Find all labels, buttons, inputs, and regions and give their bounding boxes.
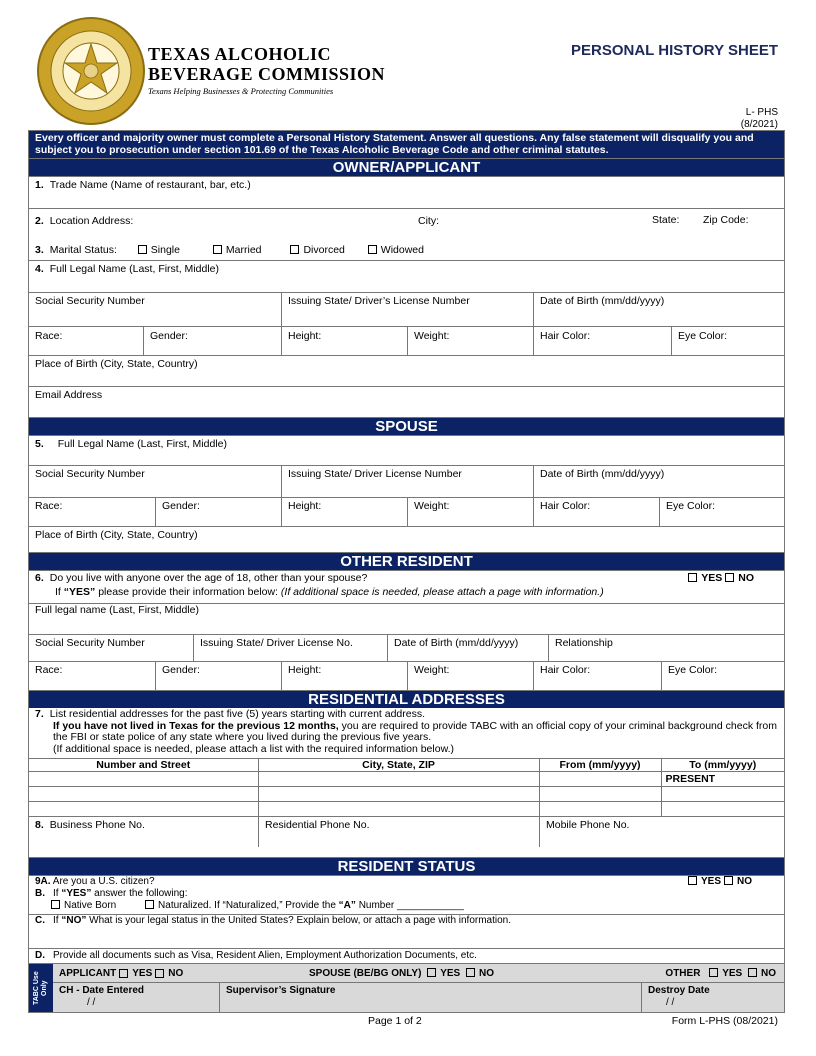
address-city-cell[interactable] bbox=[258, 787, 539, 802]
marital-widowed-label: Widowed bbox=[380, 244, 424, 256]
number-label: Number bbox=[358, 900, 395, 911]
naturalized-checkbox[interactable] bbox=[145, 900, 154, 909]
spouse-weight-label: Weight: bbox=[414, 500, 450, 512]
tabc-destroy-label: Destroy Date bbox=[648, 985, 710, 996]
address-city-cell[interactable] bbox=[258, 802, 539, 817]
q9b-number: B. bbox=[35, 888, 45, 899]
marital-divorced-label: Divorced bbox=[303, 244, 345, 256]
marital-married-checkbox[interactable] bbox=[213, 245, 222, 254]
residential-phone-label: Residential Phone No. bbox=[265, 819, 370, 831]
location-address-field[interactable] bbox=[29, 209, 784, 241]
other-dl-label: Issuing State/ Driver License No. bbox=[200, 637, 353, 649]
q9a-no-label: NO bbox=[737, 876, 752, 887]
q9a-row bbox=[29, 876, 784, 888]
owner-pob-label: Place of Birth (City, State, Country) bbox=[35, 358, 198, 370]
section-owner-applicant: OWNER/APPLICANT bbox=[29, 158, 784, 176]
tabc-ch-date-field[interactable] bbox=[53, 983, 220, 1012]
form-id bbox=[741, 107, 778, 131]
owner-full-name-field[interactable] bbox=[29, 261, 784, 292]
owner-race-field[interactable] bbox=[29, 327, 143, 355]
naturalized-label: Naturalized. bbox=[158, 900, 212, 911]
tabc-use-only bbox=[29, 963, 784, 1012]
tabc-ch-date-slashes: / / bbox=[87, 997, 96, 1008]
tabc-spouse-yes: YES bbox=[440, 967, 461, 979]
state-label: State: bbox=[652, 214, 680, 226]
q6-if-yes: “YES” bbox=[63, 586, 96, 598]
other-full-name-field[interactable] bbox=[29, 604, 784, 634]
col-from: From (mm/yyyy) bbox=[539, 759, 661, 772]
spouse-pob-field[interactable] bbox=[29, 527, 784, 552]
section-spouse: SPOUSE bbox=[29, 417, 784, 435]
q7-instructions bbox=[29, 708, 784, 758]
spouse-dl-label: Issuing State/ Driver License Number bbox=[288, 468, 462, 480]
q7-bold: If you have not lived in Texas for the previous 12 months, bbox=[53, 719, 339, 732]
q7-line3: (If additional space is needed, please attach a list with the required information below.) bbox=[53, 742, 454, 755]
owner-email-field[interactable] bbox=[29, 387, 784, 417]
owner-dob-label: Date of Birth (mm/dd/yyyy) bbox=[540, 295, 665, 307]
other-weight-label: Weight: bbox=[414, 664, 450, 676]
form-code: L- PHS bbox=[745, 107, 778, 118]
address-table-header bbox=[29, 759, 784, 772]
q9b-yes: “YES” bbox=[61, 888, 92, 899]
q9a-yes-no bbox=[685, 876, 752, 887]
owner-email-label: Email Address bbox=[35, 389, 103, 401]
address-from-cell[interactable] bbox=[539, 772, 661, 787]
q9a-no-checkbox[interactable] bbox=[724, 876, 733, 885]
other-hair-label: Hair Color: bbox=[540, 664, 591, 676]
tabc-other-yes: YES bbox=[722, 967, 743, 979]
table-row bbox=[29, 802, 784, 817]
q9b-text: answer the following: bbox=[94, 888, 188, 899]
agency-line-1: TEXAS ALCOHOLIC bbox=[148, 44, 332, 64]
marital-divorced-checkbox[interactable] bbox=[290, 245, 299, 254]
tabc-destroy-slashes: / / bbox=[666, 997, 675, 1008]
spouse-dob-field[interactable] bbox=[533, 466, 784, 497]
q9c-text: What is your legal status in the United States? Explain below, or attach a page with information. bbox=[89, 915, 512, 926]
owner-hair-label: Hair Color: bbox=[540, 330, 591, 342]
q9d-text: Provide all documents such as Visa, Resident Alien, Employment Authorization Documents, etc. bbox=[53, 950, 477, 961]
q9c-if: If bbox=[53, 915, 59, 926]
address-city-cell[interactable] bbox=[258, 772, 539, 787]
trade-name-label: Trade Name (Name of restaurant, bar, etc.) bbox=[49, 179, 251, 191]
trade-name-field[interactable] bbox=[29, 177, 784, 208]
marital-married-label: Married bbox=[225, 244, 262, 256]
footer-form-id: Form L-PHS (08/2021) bbox=[671, 1015, 778, 1027]
tabc-spouse-no-checkbox[interactable] bbox=[466, 968, 475, 977]
city-label: City: bbox=[418, 215, 439, 227]
q6-no-label: NO bbox=[738, 572, 754, 584]
owner-height-field[interactable] bbox=[281, 327, 407, 355]
address-to-cell[interactable] bbox=[661, 802, 784, 817]
section-residential-addresses: RESIDENTIAL ADDRESSES bbox=[29, 690, 784, 708]
other-ssn-field[interactable] bbox=[29, 635, 193, 661]
spouse-weight-field[interactable] bbox=[407, 498, 533, 526]
tabc-applicant-no: NO bbox=[168, 967, 184, 979]
tabc-supervisor-field[interactable] bbox=[220, 983, 642, 1012]
q9c-row[interactable] bbox=[29, 915, 517, 948]
q6-yes-checkbox[interactable] bbox=[688, 573, 697, 582]
spouse-height-field[interactable] bbox=[281, 498, 407, 526]
owner-hair-field[interactable] bbox=[533, 327, 671, 355]
address-street-cell[interactable] bbox=[29, 802, 258, 817]
owner-gender-field[interactable] bbox=[143, 327, 281, 355]
q6-no-checkbox[interactable] bbox=[725, 573, 734, 582]
q9a-yes-label: YES bbox=[700, 876, 721, 887]
other-hair-field[interactable] bbox=[533, 662, 661, 690]
owner-ssn-field[interactable] bbox=[29, 293, 281, 326]
owner-eye-label: Eye Color: bbox=[678, 330, 728, 342]
tabc-spouse-group bbox=[309, 968, 494, 979]
marital-widowed-checkbox[interactable] bbox=[368, 245, 377, 254]
other-eye-label: Eye Color: bbox=[668, 664, 718, 676]
tabc-seal-logo bbox=[36, 16, 146, 126]
a-number-blank[interactable]: ____________ bbox=[397, 900, 464, 911]
q9a-label: Are you a U.S. citizen? bbox=[52, 876, 155, 887]
tabc-side-label: TABC Use Only bbox=[29, 964, 53, 1012]
q6-number: 6. bbox=[35, 572, 44, 584]
q4-number: 4. bbox=[35, 263, 44, 275]
q6-yes-label: YES bbox=[701, 572, 723, 584]
other-relationship-field[interactable] bbox=[548, 635, 784, 661]
tabc-other-no: NO bbox=[761, 967, 776, 979]
other-eye-field[interactable] bbox=[661, 662, 784, 690]
form-date: (8/2021) bbox=[740, 119, 778, 130]
owner-weight-field[interactable] bbox=[407, 327, 533, 355]
q5-number: 5. bbox=[35, 438, 44, 450]
col-city: City, State, ZIP bbox=[258, 759, 539, 772]
spouse-dob-label: Date of Birth (mm/dd/yyyy) bbox=[540, 468, 665, 480]
tabc-checkrow bbox=[53, 964, 784, 983]
q9a-number: 9A. bbox=[35, 876, 51, 887]
marital-single-checkbox[interactable] bbox=[138, 245, 147, 254]
q9d-number: D. bbox=[35, 950, 45, 961]
residential-phone-field[interactable] bbox=[258, 817, 539, 847]
agency-name bbox=[148, 44, 385, 96]
owner-full-name-label: Full Legal Name (Last, First, Middle) bbox=[49, 263, 219, 275]
location-address-label: Location Address: bbox=[49, 215, 134, 227]
q9b-if: If bbox=[53, 888, 59, 899]
q9c-no: “NO” bbox=[61, 915, 87, 926]
address-to-cell[interactable] bbox=[661, 787, 784, 802]
agency-line-2: BEVERAGE COMMISSION bbox=[148, 64, 386, 84]
marital-single-label: Single bbox=[150, 244, 180, 256]
owner-height-label: Height: bbox=[288, 330, 322, 342]
owner-gender-label: Gender: bbox=[150, 330, 188, 342]
spouse-pob-label: Place of Birth (City, State, Country) bbox=[35, 529, 198, 541]
spouse-dl-field[interactable] bbox=[281, 466, 533, 497]
spouse-ssn-label: Social Security Number bbox=[35, 468, 145, 480]
q6-label: Do you live with anyone over the age of 18, other than your spouse? bbox=[49, 572, 368, 584]
page-title: PERSONAL HISTORY SHEET bbox=[571, 42, 778, 59]
q6-if: If bbox=[55, 586, 61, 598]
q1-number: 1. bbox=[35, 179, 44, 191]
other-ssn-label: Social Security Number bbox=[35, 637, 145, 649]
spouse-race-label: Race: bbox=[35, 500, 63, 512]
spouse-gender-field[interactable] bbox=[155, 498, 281, 526]
other-dob-label: Date of Birth (mm/dd/yyyy) bbox=[394, 637, 519, 649]
spouse-full-name-label: Full Legal Name (Last, First, Middle) bbox=[57, 438, 227, 450]
q6-yes-no bbox=[685, 572, 754, 584]
address-from-cell[interactable] bbox=[539, 787, 661, 802]
col-street: Number and Street bbox=[29, 759, 258, 772]
other-relationship-label: Relationship bbox=[555, 637, 613, 649]
spouse-eye-label: Eye Color: bbox=[666, 500, 716, 512]
other-full-name-label: Full legal name (Last, First, Middle) bbox=[35, 604, 199, 616]
a-number-label: “A” bbox=[338, 900, 356, 911]
spouse-full-name-field[interactable] bbox=[29, 436, 784, 465]
section-resident-status: RESIDENT STATUS bbox=[29, 857, 784, 875]
q6-instructions bbox=[29, 585, 784, 598]
q9c-number: C. bbox=[35, 915, 45, 926]
col-to: To (mm/yyyy) bbox=[661, 759, 784, 772]
mobile-phone-label: Mobile Phone No. bbox=[546, 819, 630, 831]
page-number: Page 1 of 2 bbox=[368, 1015, 422, 1027]
tabc-applicant-label: APPLICANT bbox=[59, 967, 117, 979]
q3-number: 3. bbox=[35, 244, 44, 256]
q9b-options bbox=[29, 899, 784, 911]
native-born-checkbox[interactable] bbox=[51, 900, 60, 909]
tabc-other-group bbox=[665, 968, 776, 979]
tabc-other-no-checkbox[interactable] bbox=[748, 968, 757, 977]
table-row bbox=[29, 772, 784, 787]
q6-if-note: (If additional space is needed, please attach a page with information.) bbox=[280, 586, 604, 598]
other-dl-field[interactable] bbox=[193, 635, 387, 661]
owner-dl-label: Issuing State/ Driver’s License Number bbox=[288, 295, 470, 307]
owner-race-label: Race: bbox=[35, 330, 63, 342]
marital-status-row bbox=[29, 241, 784, 260]
address-table bbox=[29, 758, 784, 817]
table-row bbox=[29, 787, 784, 802]
marital-status-label: Marital Status: bbox=[49, 244, 117, 256]
address-to-present: PRESENT bbox=[661, 772, 784, 787]
tabc-applicant-yes: YES bbox=[132, 967, 153, 979]
owner-weight-label: Weight: bbox=[414, 330, 450, 342]
owner-eye-field[interactable] bbox=[671, 327, 784, 355]
spouse-gender-label: Gender: bbox=[162, 500, 200, 512]
q7-number: 7. bbox=[35, 708, 44, 720]
tabc-applicant-no-checkbox[interactable] bbox=[155, 969, 164, 978]
tabc-other-label: OTHER bbox=[665, 967, 701, 979]
other-race-label: Race: bbox=[35, 664, 63, 676]
spouse-race-field[interactable] bbox=[29, 498, 155, 526]
other-gender-field[interactable] bbox=[155, 662, 281, 690]
address-from-cell[interactable] bbox=[539, 802, 661, 817]
other-dob-field[interactable] bbox=[387, 635, 548, 661]
notice-banner: Every officer and majority owner must complete a Personal History Statement. Answer all questions. Any false statement will disqualify you and subject you to prosecution under section 101.69 of the Texas Alcoholic Beverage Code and other criminal statutes. bbox=[29, 131, 784, 158]
spouse-ssn-field[interactable] bbox=[29, 466, 281, 497]
tabc-ch-date-label: CH - Date Entered bbox=[59, 985, 145, 996]
other-height-label: Height: bbox=[288, 664, 322, 676]
q9d-row bbox=[29, 949, 483, 963]
other-gender-label: Gender: bbox=[162, 664, 200, 676]
other-race-field[interactable] bbox=[29, 662, 155, 690]
spouse-eye-field[interactable] bbox=[659, 498, 784, 526]
tabc-supervisor-label: Supervisor’s Signature bbox=[226, 985, 336, 996]
q9b-row bbox=[29, 888, 784, 899]
q9a-yes-checkbox[interactable] bbox=[688, 876, 697, 885]
q2-number: 2. bbox=[35, 215, 44, 227]
owner-pob-field[interactable] bbox=[29, 356, 784, 386]
q7-line2: you are required to provide TABC with an official copy of your criminal background check from the FBI or state police of any state where you lived during the previous five years. bbox=[53, 719, 778, 743]
address-street-cell[interactable] bbox=[29, 787, 258, 802]
owner-dl-field[interactable] bbox=[281, 293, 533, 326]
section-other-resident: OTHER RESIDENT bbox=[29, 552, 784, 570]
mobile-phone-field[interactable] bbox=[539, 817, 784, 847]
spouse-hair-field[interactable] bbox=[533, 498, 659, 526]
address-street-cell[interactable] bbox=[29, 772, 258, 787]
q6-question bbox=[29, 571, 784, 585]
q7-line1: List residential addresses for the past five (5) years starting with current address. bbox=[49, 708, 426, 720]
personal-history-form bbox=[28, 130, 785, 1013]
other-weight-field[interactable] bbox=[407, 662, 533, 690]
owner-dob-field[interactable] bbox=[533, 293, 784, 326]
naturalized-text: If “Naturalized,” Provide the bbox=[214, 900, 336, 911]
native-born-label: Native Born bbox=[64, 900, 117, 911]
owner-ssn-label: Social Security Number bbox=[35, 295, 145, 307]
q6-if-text: please provide their information below: bbox=[98, 586, 278, 598]
zip-label: Zip Code: bbox=[703, 214, 749, 226]
tabc-spouse-yes-checkbox[interactable] bbox=[427, 968, 436, 977]
spouse-hair-label: Hair Color: bbox=[540, 500, 591, 512]
q8-number: 8. bbox=[35, 819, 44, 831]
tabc-destroy-field[interactable] bbox=[642, 983, 784, 1012]
tabc-applicant-yes-checkbox[interactable] bbox=[119, 969, 128, 978]
tabc-spouse-label: SPOUSE (BE/BG ONLY) bbox=[309, 967, 422, 979]
other-height-field[interactable] bbox=[281, 662, 407, 690]
spouse-height-label: Height: bbox=[288, 500, 322, 512]
agency-tagline: Texans Helping Businesses & Protecting Communities bbox=[148, 86, 334, 96]
tabc-other-yes-checkbox[interactable] bbox=[709, 968, 718, 977]
tabc-spouse-no: NO bbox=[479, 967, 495, 979]
business-phone-field[interactable] bbox=[29, 817, 258, 847]
business-phone-label: Business Phone No. bbox=[49, 819, 145, 831]
